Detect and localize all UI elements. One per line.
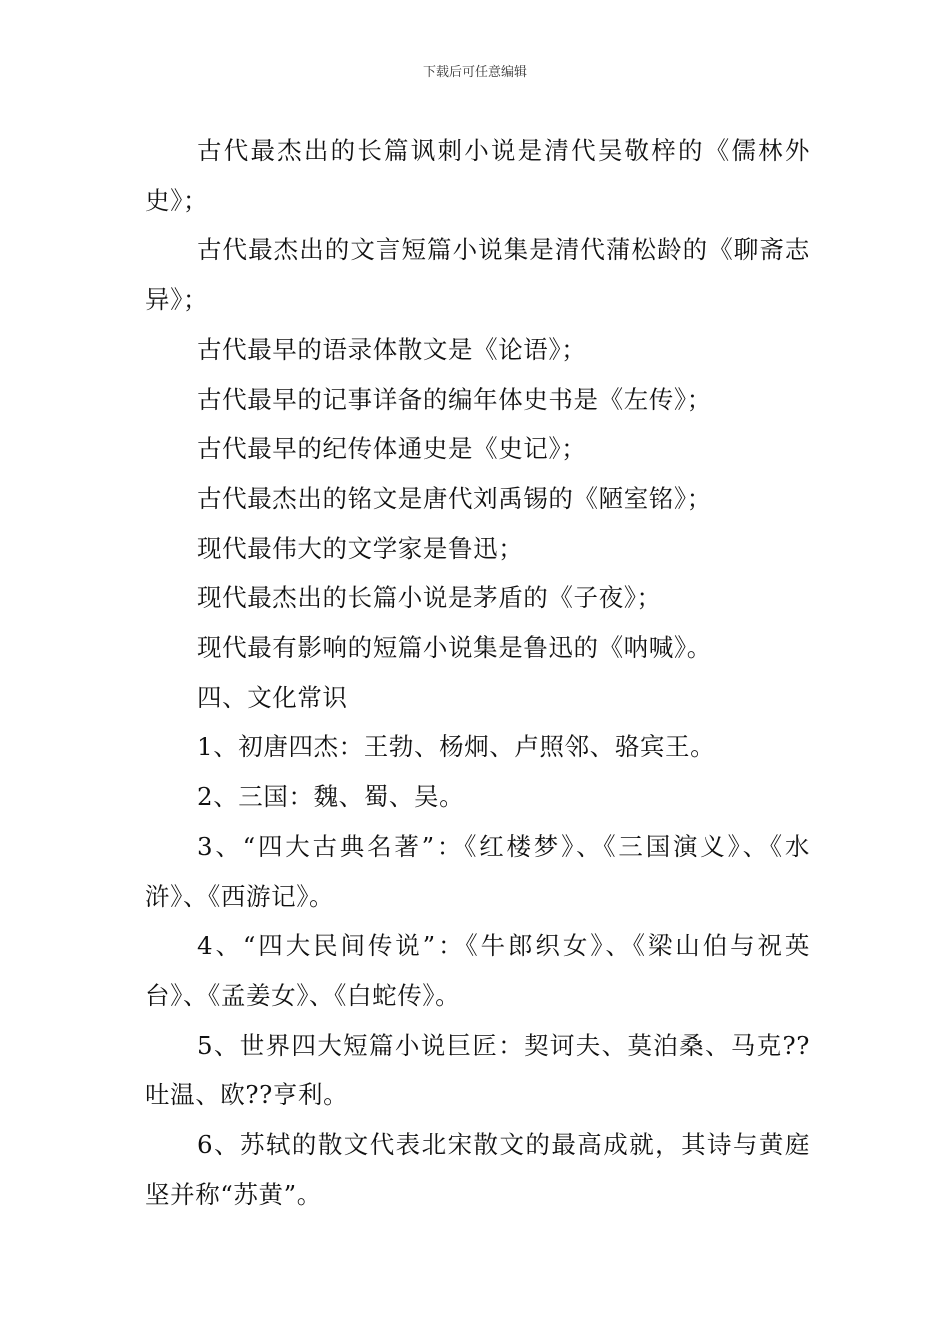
paragraph: 现代最伟大的文学家是鲁迅； [197,533,524,563]
paragraph: 现代最杰出的长篇小说是茅盾的《子夜》； [197,583,662,613]
document-body [145,126,810,1219]
list-item: 2、三国：魏、蜀、吴。 [197,782,465,812]
list-item: 5、世界四大短篇小说巨匠：契诃夫、莫泊桑、马克??吐温、欧??亨利。 [145,1030,810,1110]
paragraph: 古代最早的纪传体通史是《史记》； [197,434,587,464]
paragraph: 古代最杰出的长篇讽刺小说是清代吴敬梓的《儒林外史》； [145,136,810,215]
list-item: 1、初唐四杰：王勃、杨炯、卢照邻、骆宾王。 [197,732,716,762]
paragraph: 古代最杰出的铭文是唐代刘禹锡的《陋室铭》； [197,483,712,513]
paragraph: 古代最杰出的文言短篇小说集是清代蒲松龄的《聊斋志异》； [145,235,810,315]
paragraph: 现代最有影响的短篇小说集是鲁迅的《呐喊》。 [197,633,712,663]
list-item: 3、“四大古典名著”：《红楼梦》、《三国演义》、《水浒》、《西游记》。 [145,831,810,911]
paragraph: 古代最早的语录体散文是《论语》； [197,334,587,364]
list-item: 6、苏轼的散文代表北宋散文的最高成就，其诗与黄庭坚并称“苏黄”。 [145,1130,810,1209]
list-item: 4、“四大民间传说”：《牛郎织女》、《梁山伯与祝英台》、《孟姜女》、《白蛇传》。 [145,931,810,1010]
section-heading: 四、文化常识 [197,682,348,712]
page-header: 下载后可任意编辑 [422,65,527,80]
paragraph: 古代最早的记事详备的编年体史书是《左传》； [197,384,712,414]
